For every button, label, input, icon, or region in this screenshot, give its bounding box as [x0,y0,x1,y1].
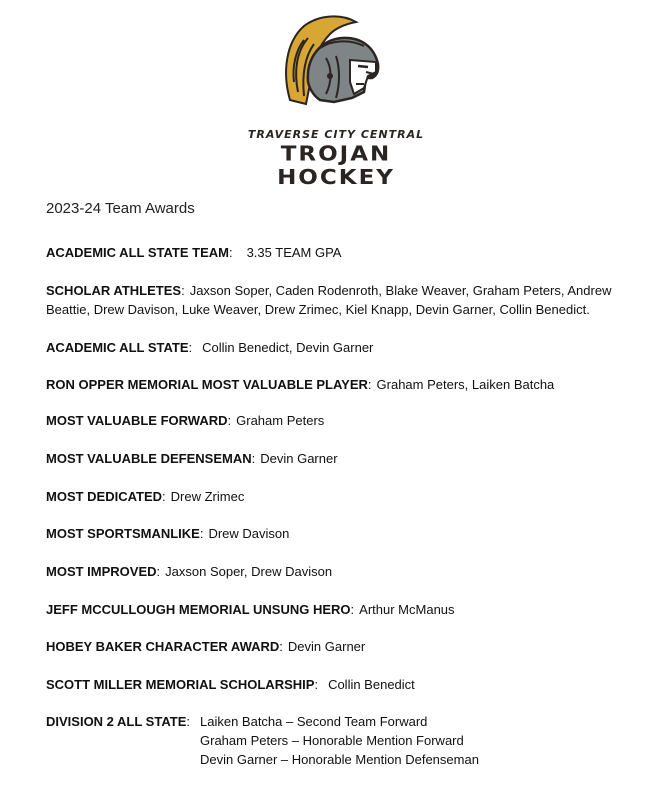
award-value: Graham Peters [236,413,325,428]
award-label: DIVISION 2 ALL STATE [46,714,187,729]
trojan-helmet-icon [280,12,392,112]
award-value: Collin Benedict, Devin Garner [202,340,374,355]
award-value: Jaxson Soper, Drew Davison [165,564,333,579]
award-value: Drew Davison [208,526,290,541]
award-division-2-all-state: DIVISION 2 ALL STATE: Laiken Batcha – Second Team Forward Graham Peters – Honorable Mention Forward Devin Garner – Honorable Mention Defenseman [46,712,190,731]
document-title: 2023-24 Team Awards [46,200,195,217]
award-value: Graham Peters, Laiken Batcha [376,377,555,392]
award-value: Devin Garner [287,639,366,654]
award-most-valuable-forward: MOST VALUABLE FORWARD: Graham Peters [46,413,325,428]
trojan-hockey-logo [236,12,436,190]
all-state-entry: Laiken Batcha – Second Team Forward [200,714,428,729]
logo-subtitle: TRAVERSE CITY CENTRAL [247,128,425,141]
award-value: Collin Benedict [328,677,415,692]
award-label: MOST VALUABLE FORWARD [46,413,228,428]
award-value: Jaxson Soper, Caden Rodenroth, Blake Weaver, Graham Peters, Andrew Beattie, Drew Davison, Luke Weaver, Drew Zrimec, Kiel Knapp, Devin Garner, Collin Benedict. [46,283,612,317]
award-scholar-athletes: SCHOLAR ATHLETES: Jaxson Soper, Caden Rodenroth, Blake Weaver, Graham Peters, Andrew Beattie, Drew Davison, Luke Weaver, Drew Zrimec, Kiel Knapp, Devin Garner, Collin Benedict. [46,283,612,317]
award-value: Arthur McManus [359,602,455,617]
award-most-valuable-defenseman: MOST VALUABLE DEFENSEMAN: Devin Garner [46,451,338,466]
award-most-dedicated: MOST DEDICATED: Drew Zrimec [46,489,245,504]
award-label: ACADEMIC ALL STATE TEAM [46,245,229,260]
award-most-improved: MOST IMPROVED: Jaxson Soper, Drew Davison [46,564,333,579]
award-label: SCHOLAR ATHLETES [46,283,182,298]
award-label: MOST IMPROVED [46,564,157,579]
award-value: Devin Garner [260,451,338,466]
all-state-entry: Graham Peters – Honorable Mention Forward [200,733,464,748]
award-value: Drew Zrimec [170,489,245,504]
award-label: HOBEY BAKER CHARACTER AWARD [46,639,280,654]
award-most-valuable-player: RON OPPER MEMORIAL MOST VALUABLE PLAYER: Graham Peters, Laiken Batcha [46,377,555,392]
logo-title: TROJAN HOCKEY [277,142,395,190]
award-label: JEFF MCCULLOUGH MEMORIAL UNSUNG HERO [46,602,351,617]
award-label: ACADEMIC ALL STATE [46,340,189,355]
all-state-entry: Devin Garner – Honorable Mention Defenseman [200,752,479,767]
award-unsung-hero: JEFF MCCULLOUGH MEMORIAL UNSUNG HERO: Arthur McManus [46,602,455,617]
award-label: SCOTT MILLER MEMORIAL SCHOLARSHIP [46,677,315,692]
award-hobey-baker-character: HOBEY BAKER CHARACTER AWARD: Devin Garner [46,639,366,654]
award-label: MOST DEDICATED [46,489,163,504]
award-academic-all-state: ACADEMIC ALL STATE: Collin Benedict, Devin Garner [46,340,374,355]
award-label: MOST SPORTSMANLIKE [46,526,200,541]
award-label: MOST VALUABLE DEFENSEMAN [46,451,252,466]
all-state-list [200,712,600,769]
award-value: 3.35 TEAM GPA [246,245,342,260]
award-label: RON OPPER MEMORIAL MOST VALUABLE PLAYER [46,377,368,392]
award-scott-miller-scholarship: SCOTT MILLER MEMORIAL SCHOLARSHIP: Collin Benedict [46,677,415,692]
award-academic-all-state-team: ACADEMIC ALL STATE TEAM: 3.35 TEAM GPA [46,245,342,260]
award-most-sportsmanlike: MOST SPORTSMANLIKE: Drew Davison [46,526,290,541]
